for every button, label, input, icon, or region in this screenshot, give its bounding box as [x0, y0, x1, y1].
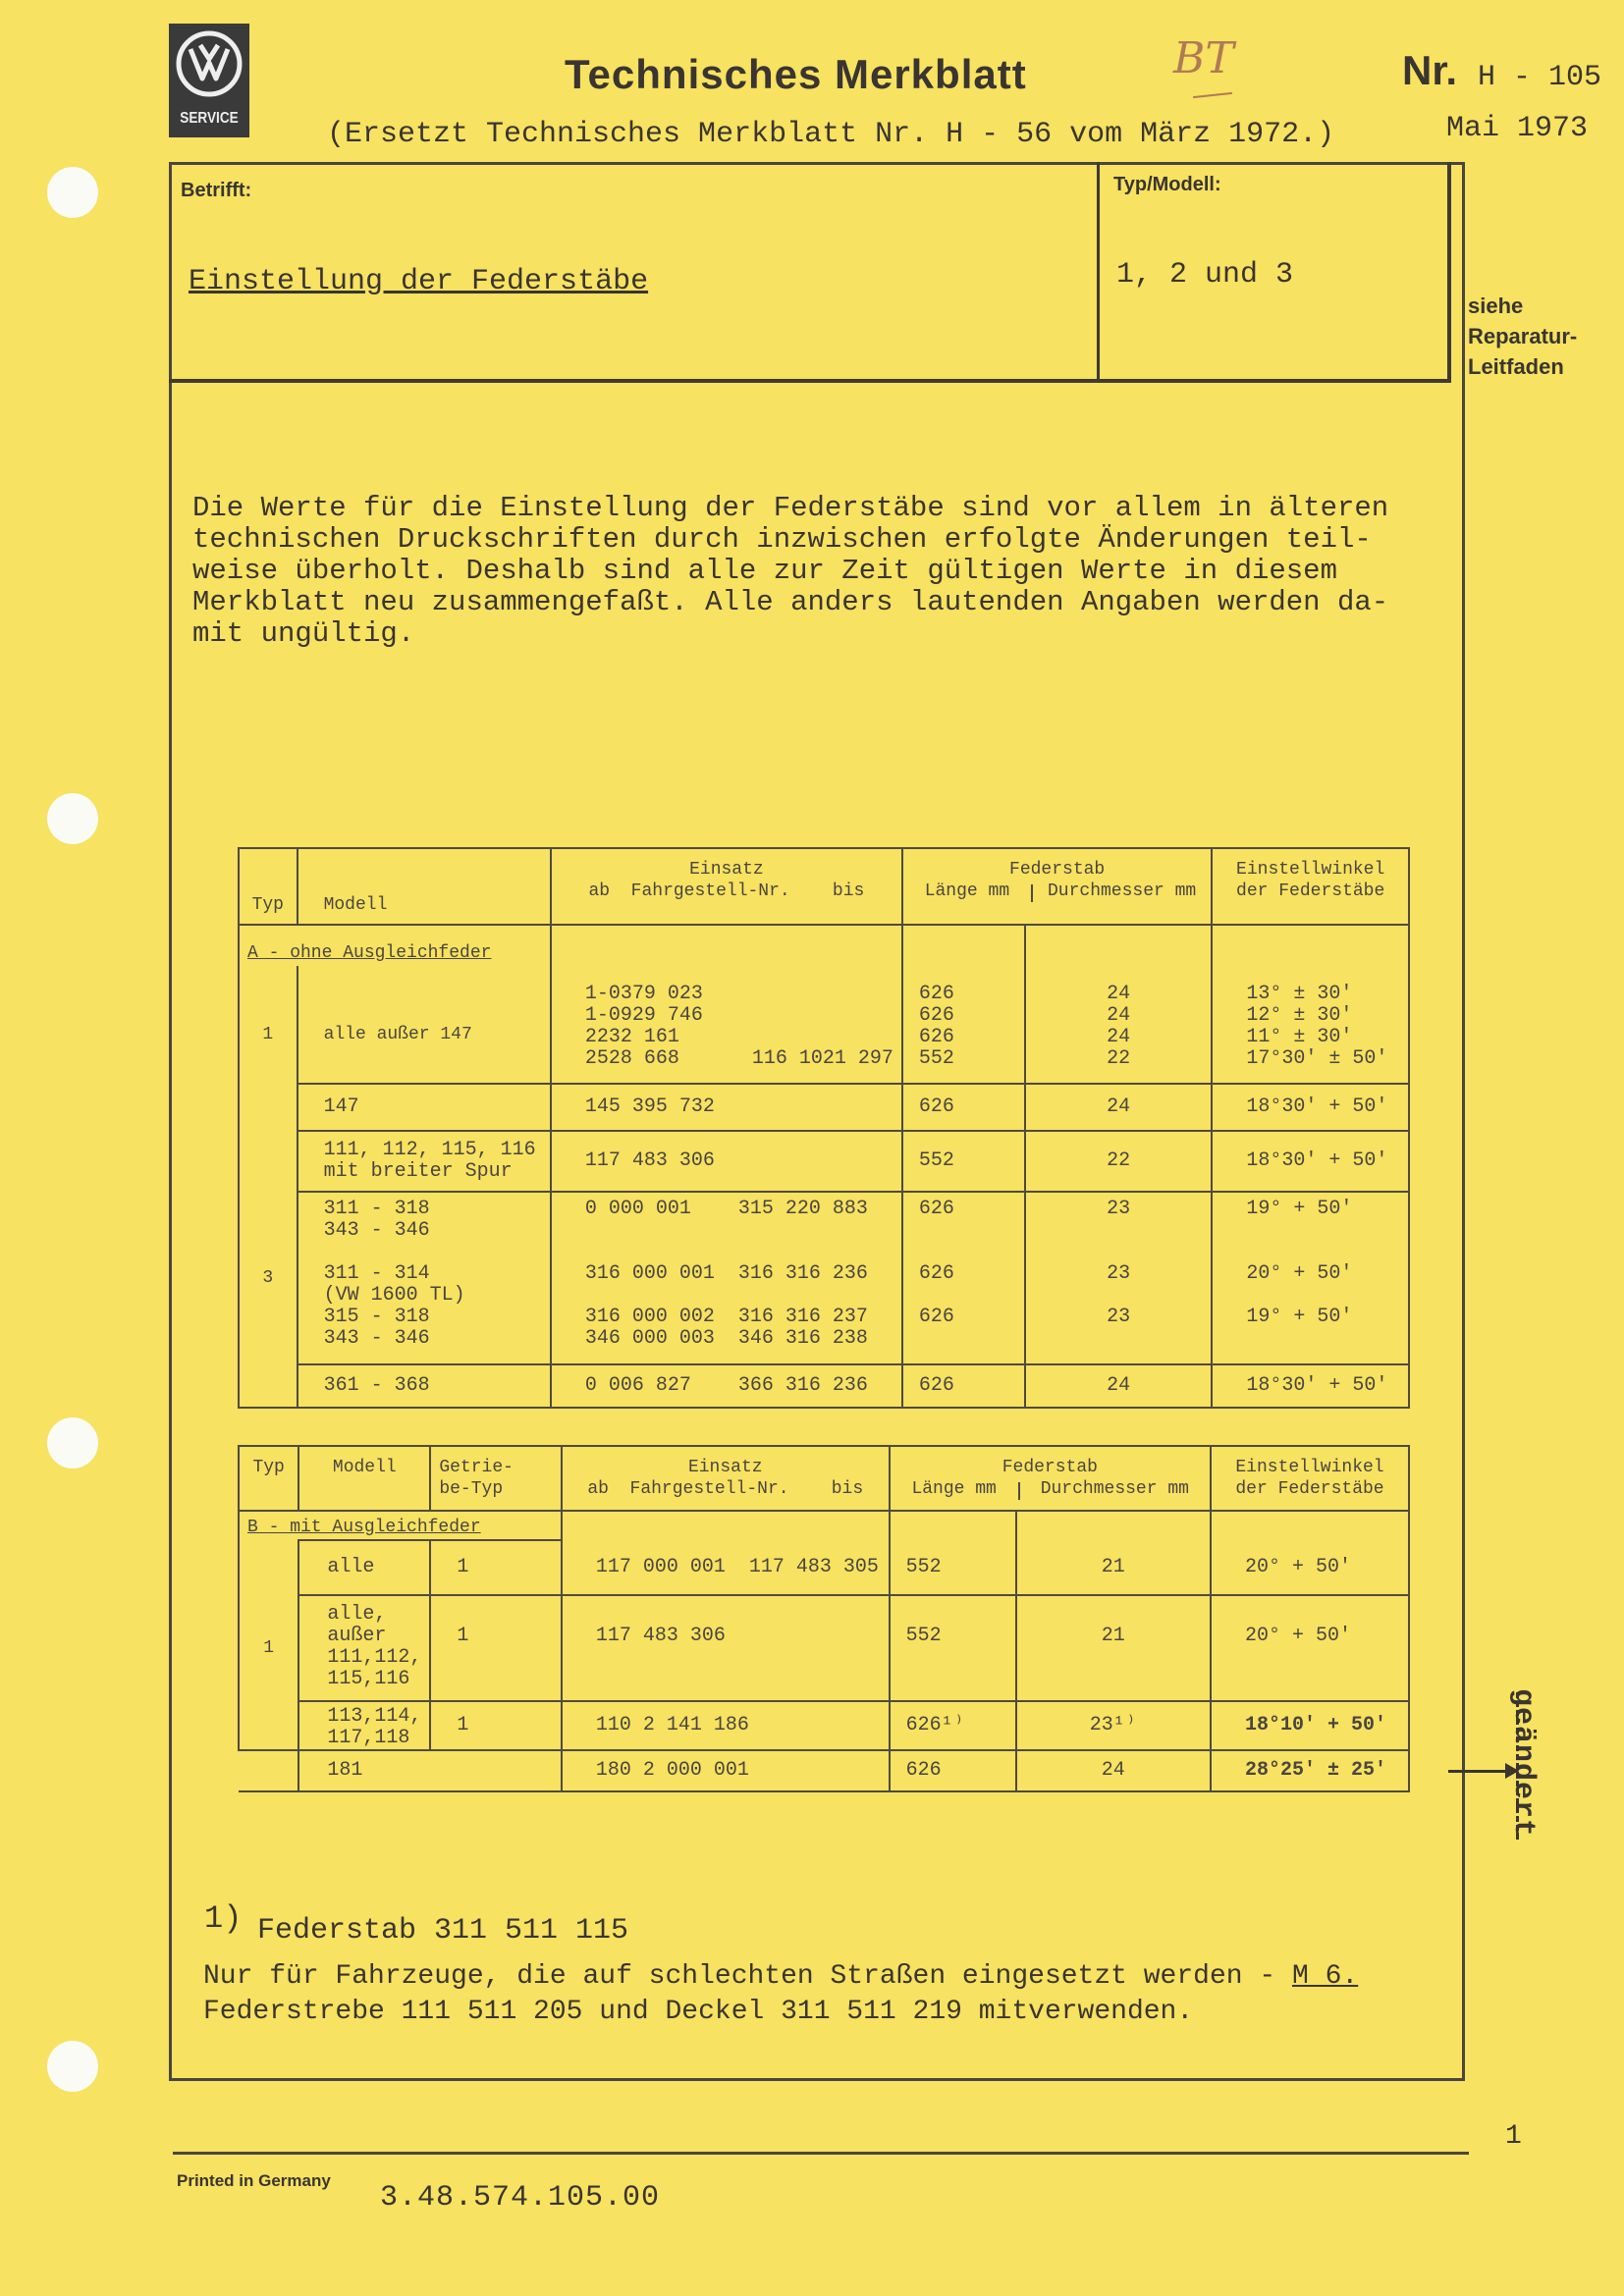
cell-ab: 1-0379 023 1-0929 746 2232 161 2528 668 — [584, 983, 703, 1070]
cell-durchmesser: 22 — [1107, 1149, 1131, 1172]
cell-bis: 117 483 305 — [748, 1555, 879, 1578]
handwritten-initials: BT — [1173, 33, 1234, 83]
cell-ab: 145 395 732 — [584, 1095, 715, 1118]
cell-durchmesser: 24 24 24 22 — [1107, 983, 1131, 1070]
cell-modell: alle, außer 111,112, 115,116 — [327, 1603, 422, 1690]
document-title: Technisches Merkblatt — [565, 51, 1027, 97]
cell-modell: 311 - 318 343 - 346 311 - 314 (VW 1600 TL) 315 - 318 343 - 346 — [323, 1198, 465, 1350]
header-laenge: Länge mm — [924, 881, 1010, 901]
header-durchmesser: Durchmesser mm — [1048, 881, 1197, 901]
cell-modell: 113,114, 117,118 — [327, 1705, 422, 1749]
cell-winkel: 18°10' + 50' — [1245, 1714, 1387, 1736]
cell-modell: 147 — [323, 1095, 359, 1118]
number-label: Nr. — [1402, 47, 1458, 93]
side-note-line: siehe — [1468, 294, 1524, 318]
table-row — [239, 966, 1409, 1084]
cell-getriebe: 1 — [457, 1625, 469, 1647]
cell-ab: 117 000 001 — [595, 1555, 726, 1578]
footnote-line-2: Federstrebe 111 511 205 und Deckel 311 511 219 mitverwenden. — [203, 1997, 1194, 2027]
cell-ab: 0 000 001 316 000 001 316 000 002 346 000 003 — [584, 1198, 715, 1350]
cell-ab: 0 006 827 — [584, 1374, 691, 1397]
table-row — [239, 1364, 1409, 1408]
punch-hole — [47, 1417, 98, 1468]
typ-modell-value: 1, 2 und 3 — [1116, 258, 1294, 292]
header-winkel: Einstellwinkel — [1236, 860, 1385, 880]
header-modell: Modell — [332, 1458, 397, 1477]
punch-hole — [47, 793, 98, 844]
cell-modell: alle — [327, 1556, 375, 1578]
table-a-header — [239, 848, 1409, 925]
table-row — [239, 1701, 1409, 1750]
header-laenge: Länge mm — [911, 1479, 997, 1499]
document-date: Mai 1973 — [1446, 112, 1589, 145]
table-b-header — [239, 1446, 1409, 1511]
cell-durchmesser: 21 — [1101, 1555, 1125, 1578]
cell-winkel: 18°30' + 50' — [1246, 1374, 1388, 1397]
logo-label: SERVICE — [180, 110, 239, 127]
cell-durchmesser: 24 — [1107, 1095, 1131, 1118]
body-text: Die Werte für die Einstellung der Federstäbe sind vor allem in älteren technischen Druckschriften durch inzwischen erfolgte Änderungen teil- weise überholt. Deshalb sind alle zur Zeit gültigen Werte in diesem Merkblatt neu zusammengefaßt. Alle anders lautenden Angaben werden da- mit ungültig. — [192, 492, 1389, 650]
cell-winkel: 19° + 50' 20° + 50' 19° + 50' — [1246, 1198, 1353, 1328]
cell-bis: 366 316 236 — [737, 1374, 868, 1397]
header-einsatz-sub: ab Fahrgestell-Nr. bis — [587, 1479, 864, 1499]
cell-modell: 111, 112, 115, 116 mit breiter Spur — [323, 1139, 536, 1183]
footer-line — [173, 2152, 1469, 2155]
cell-modell: 361 - 368 — [323, 1374, 430, 1397]
cell-getriebe: 1 — [457, 1714, 469, 1736]
table-row — [239, 1131, 1409, 1192]
part-number: 3.48.574.105.00 — [380, 2181, 661, 2215]
cell-ab: 180 2 000 001 — [595, 1759, 749, 1782]
header-einsatz: Einsatz — [689, 860, 764, 880]
header-typ: Typ — [251, 895, 284, 915]
cell-ab: 110 2 141 186 — [595, 1714, 749, 1736]
header-winkel: Einstellwinkel — [1235, 1458, 1384, 1477]
cell-winkel: 28°25' ± 25' — [1245, 1759, 1387, 1782]
cell-durchmesser: 21 — [1101, 1625, 1125, 1647]
cell-durchmesser: 23 23 23 — [1107, 1198, 1131, 1328]
table-row — [239, 1540, 1409, 1595]
cell-bis: 116 1021 297 — [751, 1047, 893, 1070]
info-box — [169, 162, 1451, 383]
header-getriebe: Getrie- be-Typ — [439, 1458, 514, 1499]
vw-logo-icon — [175, 29, 244, 98]
cell-typ: 3 — [262, 1268, 274, 1288]
footnote-line-1 — [203, 1961, 1358, 1992]
cell-laenge: 552 — [905, 1625, 942, 1647]
betrifft-label: Betrifft: — [181, 180, 252, 201]
cell-laenge: 552 — [905, 1555, 942, 1578]
cell-laenge: 626 626 626 552 — [918, 983, 954, 1070]
table-a — [238, 847, 1410, 1409]
punch-hole — [47, 167, 98, 218]
cell-durchmesser: 24 — [1101, 1759, 1125, 1782]
header-durchmesser: Durchmesser mm — [1040, 1479, 1189, 1499]
table-row — [239, 1595, 1409, 1701]
header-federstab: Federstab — [1001, 1458, 1098, 1477]
table-row — [239, 1084, 1409, 1131]
cell-winkel: 20° + 50' — [1245, 1625, 1352, 1647]
cell-typ: 1 — [263, 1638, 275, 1658]
cell-laenge: 626 — [905, 1759, 942, 1782]
cell-getriebe: 1 — [457, 1556, 469, 1578]
section-b-label: B - mit Ausgleichfeder — [247, 1518, 481, 1537]
cell-laenge: 626 626 626 — [918, 1198, 954, 1328]
side-note-line: Leitfaden — [1468, 354, 1564, 379]
cell-bis: 315 220 883 316 316 236 316 316 237 346 316 238 — [737, 1198, 868, 1350]
header-modell: Modell — [323, 895, 388, 915]
cell-ab: 117 483 306 — [595, 1625, 726, 1647]
header-winkel-sub: der Federstäbe — [1235, 1479, 1384, 1499]
cell-winkel: 18°30' + 50' — [1246, 1149, 1388, 1172]
cell-ab: 117 483 306 — [584, 1149, 715, 1172]
cell-laenge: 626¹⁾ — [905, 1714, 965, 1736]
cell-laenge: 626 — [918, 1374, 954, 1397]
footnote-mark: 1) — [204, 1900, 243, 1937]
cell-durchmesser: 23¹⁾ — [1089, 1714, 1137, 1736]
betrifft-value: Einstellung der Federstäbe — [189, 265, 649, 298]
changed-note — [1506, 1688, 1559, 1845]
cell-modell: alle außer 147 — [323, 1024, 472, 1044]
document-subtitle: (Ersetzt Technisches Merkblatt Nr. H - 56 vom März 1972.) — [327, 118, 1335, 151]
section-a-label: A - ohne Ausgleichfeder — [247, 943, 492, 963]
side-note-line: Reparatur- — [1468, 324, 1578, 348]
page-number: 1 — [1505, 2121, 1522, 2152]
table-row — [239, 1750, 1409, 1791]
typ-modell-label: Typ/Modell: — [1113, 174, 1221, 195]
table-row — [239, 1511, 1409, 1540]
table-row — [239, 925, 1409, 966]
table-b — [238, 1445, 1410, 1792]
header-federstab: Federstab — [1009, 860, 1106, 880]
initials-underline — [1193, 92, 1232, 98]
cell-winkel: 13° ± 30' 12° ± 30' 11° ± 30' 17°30' ± 50' — [1246, 983, 1388, 1070]
cell-modell: 181 — [327, 1759, 363, 1782]
header-einsatz: Einsatz — [687, 1458, 763, 1477]
cell-durchmesser: 24 — [1107, 1374, 1131, 1397]
cell-winkel: 20° + 50' — [1245, 1555, 1352, 1578]
cell-laenge: 552 — [918, 1149, 954, 1172]
changed-note-text: geändert — [1506, 1688, 1540, 1839]
cell-typ: 1 — [262, 1025, 274, 1044]
header-typ: Typ — [252, 1458, 285, 1477]
header-winkel-sub: der Federstäbe — [1236, 881, 1385, 901]
footnote-line-1-text: Nur für Fahrzeuge, die auf schlechten Straßen eingesetzt werden - — [203, 1961, 1292, 1992]
printed-in-label: Printed in Germany — [177, 2171, 331, 2190]
vw-service-logo — [169, 24, 249, 137]
punch-hole — [47, 2041, 98, 2092]
footnote-title: Federstab 311 511 115 — [257, 1914, 629, 1948]
footnote-ref: M 6. — [1291, 1961, 1359, 1992]
header-einsatz-sub: ab Fahrgestell-Nr. bis — [588, 881, 865, 901]
number-value: H - 105 — [1478, 61, 1602, 94]
table-row — [239, 1192, 1409, 1364]
cell-winkel: 18°30' + 50' — [1246, 1095, 1388, 1118]
cell-laenge: 626 — [918, 1095, 954, 1118]
info-box-divider — [1097, 162, 1100, 379]
side-note — [1468, 291, 1577, 382]
